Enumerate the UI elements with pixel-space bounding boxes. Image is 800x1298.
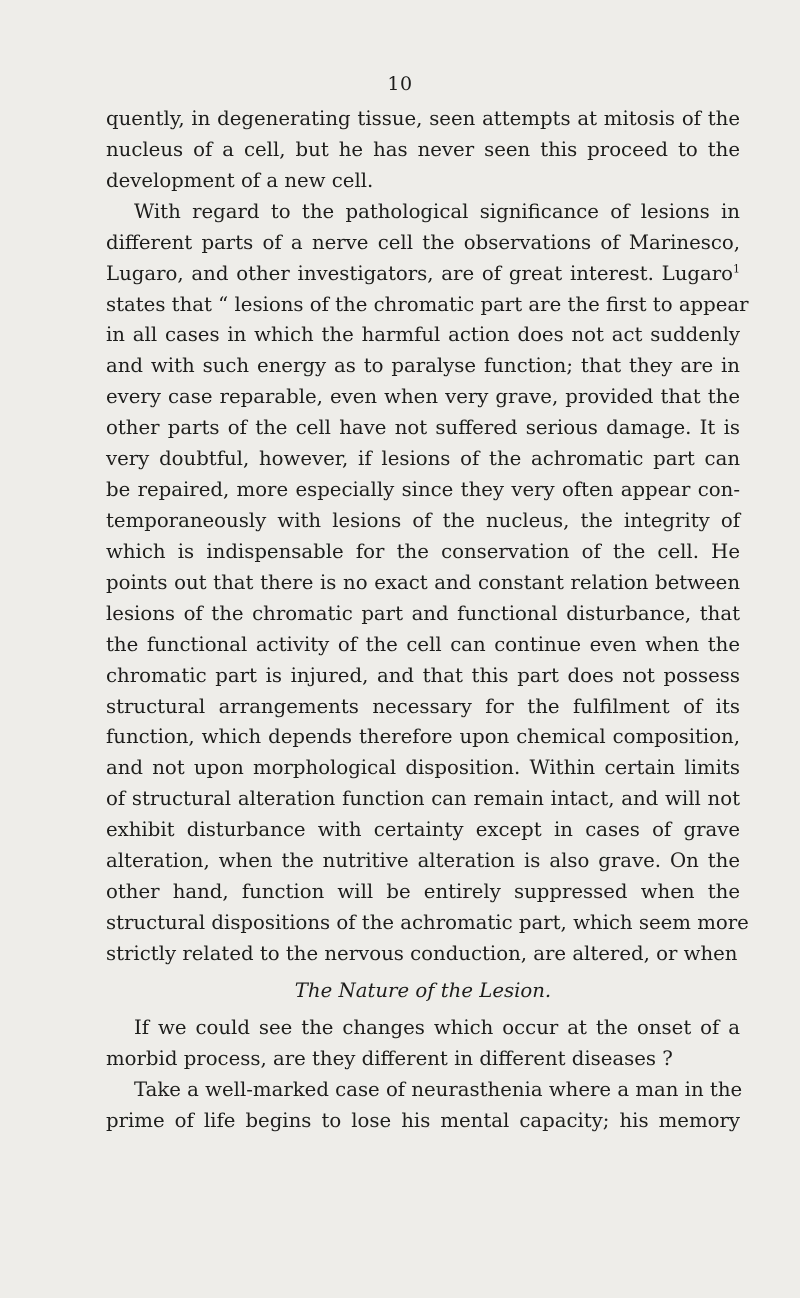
text-line: different parts of a nerve cell the observations of Marinesco, [106,230,740,254]
text-line: alteration, when the nutritive alteration is also grave. On the [106,849,740,873]
text-line: structural dispositions of the achromatic part, which seem more [106,910,749,934]
text-line: points out that there is no exact and constant relation between [106,570,740,594]
text-line: If we could see the changes which occur at the onset of a [134,1015,740,1039]
text-line: nucleus of a cell, but he has never seen this proceed to the [106,137,740,161]
text-line: in all cases in which the harmful action does not act suddenly [106,323,740,347]
text-line: function, which depends therefore upon chemical composition, [106,725,740,749]
text-line: of structural alteration function can remain intact, and will not [106,787,740,811]
text-line-with-footnote [106,259,740,290]
text-line: which is indispensable for the conservation of the cell. He [106,539,740,563]
text-line: other parts of the cell have not suffered serious damage. It is [106,416,740,440]
text-line: states that “ lesions of the chromatic part are the first to appear [106,292,749,316]
text-line: development of a new cell. [106,168,374,192]
text-line: Take a well-marked case of neurasthenia where a man in the [134,1077,743,1101]
text-line: chromatic part is injured, and that this part does not possess [106,663,740,687]
page-number: 10 [387,73,413,95]
paragraph [106,197,749,970]
text-line: every case reparable, even when very grave, provided that the [106,385,740,409]
footnote-line-text: Lugaro, and other investigators, are of great interest. Lugaro [106,261,733,285]
text-line: very doubtful, however, if lesions of the achromatic part can [106,447,740,471]
body-text [106,104,749,1136]
footnote-marker: 1 [733,262,740,276]
text-line: temporaneously with lesions of the nucleus, the integrity of [106,508,740,532]
paragraph [106,1075,743,1137]
text-line: morbid process, are they different in different diseases ? [106,1046,673,1070]
text-line: and not upon morphological disposition. Within certain limits [106,756,740,780]
text-line: the functional activity of the cell can continue even when the [106,632,740,656]
paragraph [106,104,740,197]
text-line: exhibit disturbance with certainty except in cases of grave [106,818,740,842]
text-line: lesions of the chromatic part and functional disturbance, that [106,601,740,625]
paragraph [106,1013,740,1075]
text-line: With regard to the pathological significance of lesions in [134,199,740,223]
text-line: strictly related to the nervous conduction, are altered, or when [106,941,738,965]
text-line: and with such energy as to paralyse function; that they are in [106,354,740,378]
text-line: other hand, function will be entirely suppressed when the [106,880,740,904]
text-line: prime of life begins to lose his mental capacity; his memory [106,1108,740,1132]
text-line: structural arrangements necessary for the fulfilment of its [106,694,740,718]
text-line: be repaired, more especially since they very often appear con- [106,478,740,502]
text-line: quently, in degenerating tissue, seen attempts at mitosis of the [106,107,740,130]
section-heading: The Nature of the Lesion. [294,978,552,1002]
